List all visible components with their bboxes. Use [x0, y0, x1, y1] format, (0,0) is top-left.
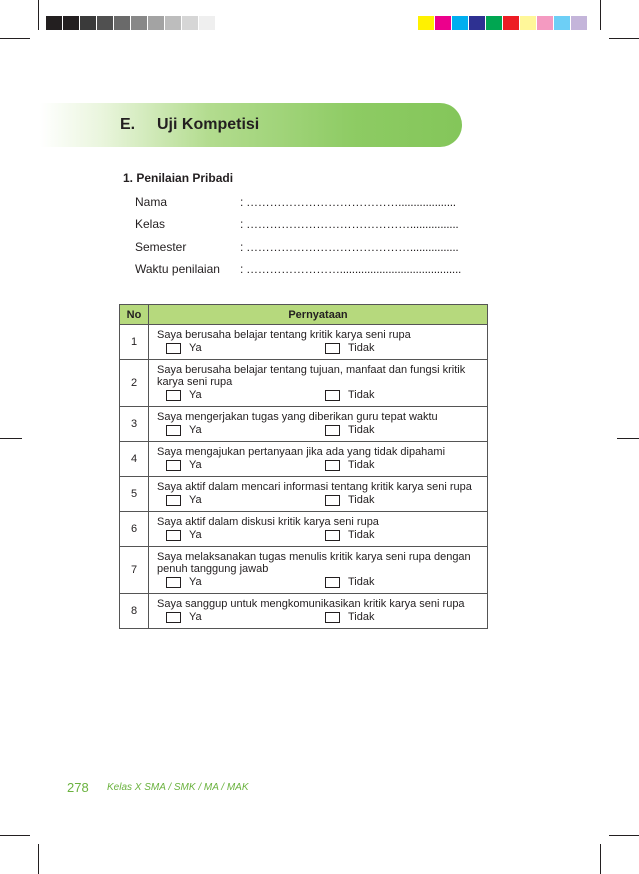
- gray-swatch: [63, 16, 79, 30]
- option-tidak[interactable]: [325, 389, 375, 401]
- table-row: [120, 512, 488, 547]
- option-tidak-label: Tidak: [348, 424, 375, 436]
- option-ya-label: Ya: [189, 424, 202, 436]
- form-fill-line[interactable]: : ……………………………………................: [240, 240, 459, 254]
- crop-mark: [600, 0, 601, 30]
- gray-swatch: [148, 16, 164, 30]
- statement-text: Saya sanggup untuk mengkomunikasikan kritik karya seni rupa: [157, 598, 465, 610]
- option-ya-label: Ya: [189, 611, 202, 623]
- statement-text: Saya mengajukan pertanyaan jika ada yang tidak dipahami: [157, 446, 446, 458]
- option-tidak-label: Tidak: [348, 529, 375, 541]
- checkbox-tidak[interactable]: [325, 343, 340, 354]
- statement-cell: [149, 325, 488, 360]
- statement-text: Saya melaksanakan tugas menulis kritik karya seni rupa dengan penuh tanggung jawab: [157, 551, 471, 575]
- color-swatch: [520, 16, 536, 30]
- option-tidak-label: Tidak: [348, 611, 375, 623]
- crop-mark: [600, 844, 601, 874]
- gray-swatch: [131, 16, 147, 30]
- table-header-row: [120, 305, 488, 325]
- option-tidak[interactable]: [325, 424, 375, 436]
- option-ya[interactable]: [166, 342, 202, 354]
- statement-text: Saya aktif dalam diskusi kritik karya seni rupa: [157, 516, 379, 528]
- statement-text: Saya mengerjakan tugas yang diberikan guru tepat waktu: [157, 411, 438, 423]
- crop-mark: [0, 38, 30, 39]
- color-swatch: [503, 16, 519, 30]
- form-fill-line[interactable]: : ……………………………………................: [240, 217, 459, 231]
- option-tidak[interactable]: [325, 459, 375, 471]
- statement-cell: [149, 442, 488, 477]
- gray-swatch: [182, 16, 198, 30]
- checkbox-ya[interactable]: [166, 530, 181, 541]
- table-row: [120, 442, 488, 477]
- row-number: 4: [120, 442, 149, 477]
- table-row: [120, 477, 488, 512]
- checkbox-tidak[interactable]: [325, 390, 340, 401]
- answer-options: [157, 424, 481, 438]
- statement-cell: [149, 547, 488, 594]
- header-statement: Pernyataan: [149, 305, 488, 325]
- row-number: 8: [120, 594, 149, 629]
- gray-swatch: [165, 16, 181, 30]
- checkbox-ya[interactable]: [166, 343, 181, 354]
- option-tidak-label: Tidak: [348, 459, 375, 471]
- form-label: Waktu penilaian: [135, 262, 220, 276]
- option-tidak-label: Tidak: [348, 389, 375, 401]
- grayscale-calibration-bar: [46, 16, 216, 30]
- answer-options: [157, 494, 481, 508]
- color-swatch: [452, 16, 468, 30]
- option-tidak[interactable]: [325, 529, 375, 541]
- process-color-calibration-bar: [418, 16, 588, 30]
- self-assessment-table: [119, 304, 488, 629]
- gray-swatch: [97, 16, 113, 30]
- form-label: Nama: [135, 195, 168, 209]
- option-ya[interactable]: [166, 389, 202, 401]
- checkbox-tidak[interactable]: [325, 495, 340, 506]
- option-ya-label: Ya: [189, 494, 202, 506]
- option-ya-label: Ya: [189, 342, 202, 354]
- form-label: Kelas: [135, 217, 166, 231]
- gray-swatch: [80, 16, 96, 30]
- checkbox-tidak[interactable]: [325, 530, 340, 541]
- option-ya[interactable]: [166, 459, 202, 471]
- option-ya[interactable]: [166, 611, 202, 623]
- crop-mark: [0, 438, 22, 439]
- row-number: 5: [120, 477, 149, 512]
- option-ya-label: Ya: [189, 576, 202, 588]
- option-tidak-label: Tidak: [348, 342, 375, 354]
- form-label: Semester: [135, 240, 187, 254]
- subsection-title: 1. Penilaian Pribadi: [123, 171, 234, 185]
- checkbox-tidak[interactable]: [325, 577, 340, 588]
- statement-text: Saya berusaha belajar tentang tujuan, manfaat dan fungsi kritik karya seni rupa: [157, 364, 466, 388]
- footer-text: Kelas X SMA / SMK / MA / MAK: [107, 782, 249, 793]
- color-swatch: [469, 16, 485, 30]
- statement-text: Saya berusaha belajar tentang kritik karya seni rupa: [157, 329, 411, 341]
- checkbox-ya[interactable]: [166, 460, 181, 471]
- gray-swatch: [114, 16, 130, 30]
- option-tidak[interactable]: [325, 342, 375, 354]
- row-number: 3: [120, 407, 149, 442]
- gray-swatch: [46, 16, 62, 30]
- option-tidak[interactable]: [325, 611, 375, 623]
- table-row: [120, 594, 488, 629]
- answer-options: [157, 529, 481, 543]
- option-ya[interactable]: [166, 576, 202, 588]
- table-row: [120, 360, 488, 407]
- row-number: 1: [120, 325, 149, 360]
- checkbox-ya[interactable]: [166, 425, 181, 436]
- row-number: 6: [120, 512, 149, 547]
- page-number: 278: [67, 780, 89, 795]
- answer-options: [157, 611, 481, 625]
- checkbox-ya[interactable]: [166, 612, 181, 623]
- option-tidak[interactable]: [325, 494, 375, 506]
- section-title: Uji Kompetisi: [157, 116, 260, 133]
- statement-text: Saya aktif dalam mencari informasi tentang kritik karya seni rupa: [157, 481, 472, 493]
- color-swatch: [537, 16, 553, 30]
- crop-mark: [38, 844, 39, 874]
- statement-cell: [149, 594, 488, 629]
- option-ya-label: Ya: [189, 389, 202, 401]
- checkbox-ya[interactable]: [166, 390, 181, 401]
- gray-swatch: [199, 16, 215, 30]
- statement-cell: [149, 360, 488, 407]
- answer-options: [157, 576, 481, 590]
- form-fill-line[interactable]: : …………………………………...................: [240, 195, 456, 209]
- crop-mark: [609, 38, 639, 39]
- table-row: [120, 325, 488, 360]
- table-row: [120, 547, 488, 594]
- option-ya[interactable]: [166, 424, 202, 436]
- section-letter: E.: [120, 116, 136, 133]
- statement-cell: [149, 512, 488, 547]
- form-fill-line[interactable]: : ……………………........................................: [240, 262, 462, 276]
- table-row: [120, 407, 488, 442]
- option-ya[interactable]: [166, 494, 202, 506]
- color-swatch: [571, 16, 587, 30]
- option-tidak-label: Tidak: [348, 494, 375, 506]
- checkbox-tidak[interactable]: [325, 460, 340, 471]
- crop-mark: [617, 438, 639, 439]
- statement-cell: [149, 477, 488, 512]
- header-no: No: [120, 305, 149, 325]
- row-number: 7: [120, 547, 149, 594]
- option-tidak[interactable]: [325, 576, 375, 588]
- color-swatch: [435, 16, 451, 30]
- crop-mark: [0, 835, 30, 836]
- row-number: 2: [120, 360, 149, 407]
- checkbox-ya[interactable]: [166, 577, 181, 588]
- statement-cell: [149, 407, 488, 442]
- crop-mark: [609, 835, 639, 836]
- checkbox-tidak[interactable]: [325, 612, 340, 623]
- color-swatch: [554, 16, 570, 30]
- color-swatch: [418, 16, 434, 30]
- option-ya-label: Ya: [189, 529, 202, 541]
- answer-options: [157, 459, 481, 473]
- answer-options: [157, 389, 481, 403]
- checkbox-ya[interactable]: [166, 495, 181, 506]
- crop-mark: [38, 0, 39, 30]
- color-swatch: [486, 16, 502, 30]
- option-ya[interactable]: [166, 529, 202, 541]
- option-ya-label: Ya: [189, 459, 202, 471]
- answer-options: [157, 342, 481, 356]
- checkbox-tidak[interactable]: [325, 425, 340, 436]
- option-tidak-label: Tidak: [348, 576, 375, 588]
